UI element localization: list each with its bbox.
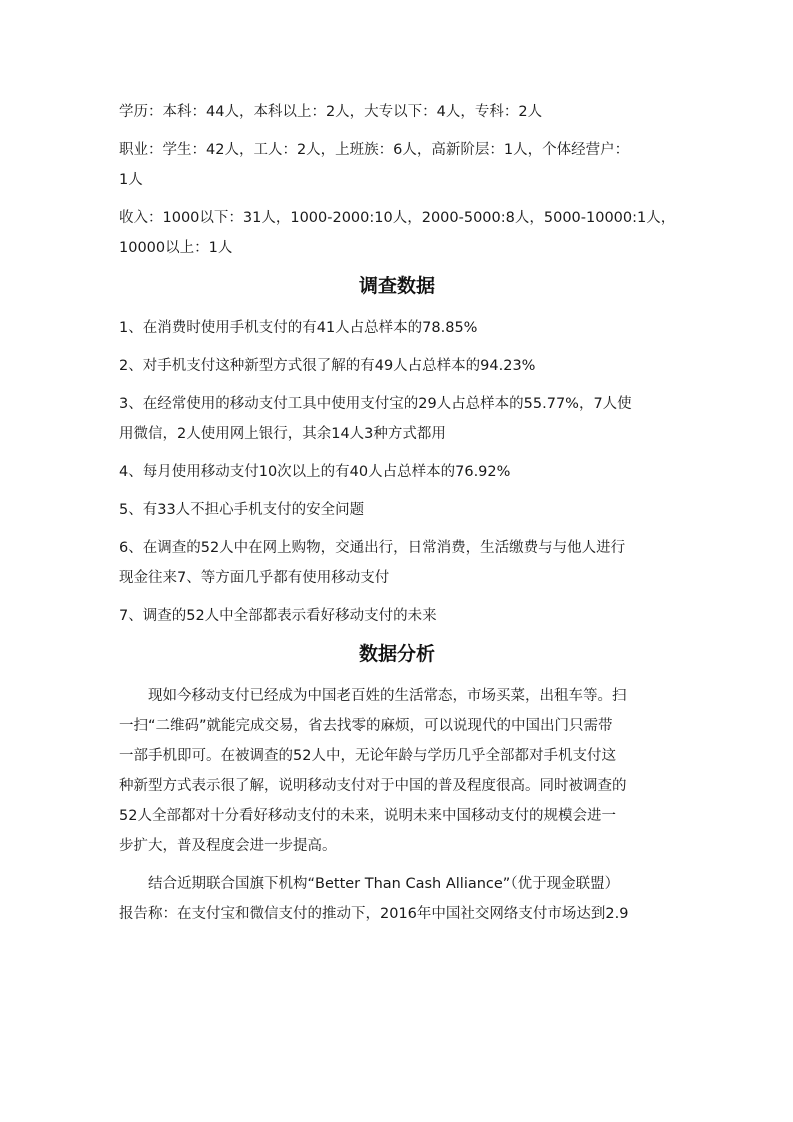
text-line: 现如今移动支付已经成为中国老百姓的生活常态，市场买菜，出租车等。扫 xyxy=(148,688,627,704)
text-line: 收入：1000以下：31人，1000-2000:10人，2000-5000:8人，5000-10000:1人， xyxy=(119,210,676,226)
text-line: 4、每月使用移动支付10次以上的有40人占总样本的76.92% xyxy=(119,464,511,480)
analysis-paragraph xyxy=(119,869,675,929)
document-body xyxy=(119,97,675,937)
survey-item xyxy=(119,351,675,381)
text-line: 7、调查的52人中全部都表示看好移动支付的未来 xyxy=(119,608,437,624)
education-paragraph xyxy=(119,97,675,127)
income-paragraph xyxy=(119,203,675,263)
text-line: 2、对手机支付这种新型方式很了解的有49人占总样本的94.23% xyxy=(119,358,536,374)
analysis-paragraph xyxy=(119,681,675,861)
text-line: 学历：本科：44人，本科以上：2人，大专以下：4人，专科：2人 xyxy=(119,104,543,120)
text-line: 6、在调查的52人中在网上购物，交通出行，日常消费，生活缴费与与他人进行 xyxy=(119,540,626,556)
text-line: 52人全部都对十分看好移动支付的未来，说明未来中国移动支付的规模会进一 xyxy=(119,808,616,824)
text-line: 用微信，2人使用网上银行，其余14人3种方式都用 xyxy=(119,426,446,442)
text-line: 3、在经常使用的移动支付工具中使用支付宝的29人占总样本的55.77%，7人使 xyxy=(119,396,632,412)
text-line: 一扫“二维码”就能完成交易，省去找零的麻烦，可以说现代的中国出门只需带 xyxy=(119,718,613,734)
survey-item xyxy=(119,457,675,487)
survey-list xyxy=(119,313,675,631)
demographics-section xyxy=(119,97,675,263)
text-line: 一部手机即可。在被调查的52人中，无论年龄与学历几乎全部都对手机支付这 xyxy=(119,748,616,764)
survey-item xyxy=(119,495,675,525)
text-line: 1、在消费时使用手机支付的有41人占总样本的78.85% xyxy=(119,320,478,336)
text-line: 结合近期联合国旗下机构“Better Than Cash Alliance”（优于现金联盟） xyxy=(148,876,620,892)
survey-heading: 调查数据 xyxy=(358,275,435,297)
text-line: 职业：学生：42人，工人：2人，上班族：6人，高新阶层：1人，个体经营户： xyxy=(119,142,630,158)
survey-item xyxy=(119,533,675,593)
text-line: 1人 xyxy=(119,172,143,188)
text-line: 现金往来7、等方面几乎都有使用移动支付 xyxy=(119,570,390,586)
survey-item xyxy=(119,313,675,343)
analysis-body xyxy=(119,681,675,929)
text-line: 10000以上：1人 xyxy=(119,240,233,256)
text-line: 5、有33人不担心手机支付的安全问题 xyxy=(119,502,365,518)
survey-item xyxy=(119,389,675,449)
text-line: 步扩大，普及程度会进一步提高。 xyxy=(119,838,337,854)
text-line: 报告称：在支付宝和微信支付的推动下，2016年中国社交网络支付市场达到2.9 xyxy=(119,906,629,922)
survey-item xyxy=(119,601,675,631)
occupation-paragraph xyxy=(119,135,675,195)
analysis-heading: 数据分析 xyxy=(358,643,435,665)
text-line: 种新型方式表示很了解，说明移动支付对于中国的普及程度很高。同时被调查的 xyxy=(119,778,627,794)
